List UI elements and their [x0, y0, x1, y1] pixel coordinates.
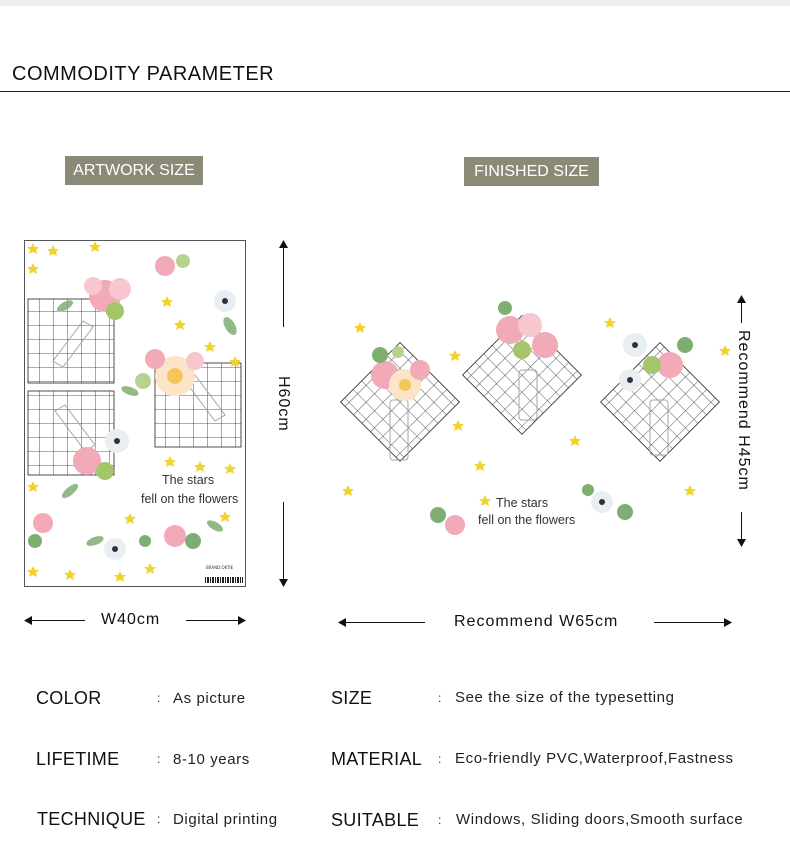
- arrow-up-icon: [279, 240, 288, 248]
- artwork-sheet-image: [24, 240, 246, 587]
- size-value: See the size of the typesetting: [455, 689, 675, 706]
- barcode-icon: [205, 577, 243, 583]
- artwork-illustration: [25, 241, 245, 586]
- suitable-label: SUITABLE: [331, 810, 420, 830]
- size-label: SIZE: [331, 688, 373, 708]
- top-band: [0, 0, 790, 6]
- artwork-caption-line2: fell on the flowers: [141, 492, 239, 506]
- header-divider: [0, 91, 790, 92]
- width-arrow-right: [186, 620, 242, 621]
- height-arrow-top: [283, 243, 284, 327]
- technique-label: TECHNIQUE: [37, 809, 146, 829]
- technique-separator: :: [157, 812, 161, 826]
- material-label: MATERIAL: [331, 749, 423, 769]
- finished-size-badge: FINISHED SIZE: [464, 157, 599, 186]
- page-title: COMMODITY PARAMETER: [12, 63, 275, 85]
- material-value: Eco-friendly PVC,Waterproof,Fastness: [455, 750, 734, 767]
- lifetime-label: LIFETIME: [36, 749, 120, 769]
- suitable-separator: :: [438, 813, 442, 827]
- artwork-height-label: H60cm: [275, 376, 292, 432]
- color-value: As picture: [173, 690, 246, 707]
- finished-caption-line2: fell on the flowers: [478, 513, 576, 527]
- arrow-down-icon: [279, 579, 288, 587]
- arrow-right-icon: [724, 618, 732, 627]
- color-separator: :: [157, 691, 161, 705]
- height-arrow-bottom: [283, 502, 284, 582]
- finished-illustration: [330, 290, 730, 550]
- color-label: COLOR: [36, 688, 102, 708]
- finished-caption-line1: The stars: [496, 496, 549, 510]
- arrow-right-icon: [238, 616, 246, 625]
- suitable-value: Windows, Sliding doors,Smooth surface: [456, 811, 744, 828]
- finished-width-arrow-left: [342, 622, 425, 623]
- technique-value: Digital printing: [173, 811, 278, 828]
- lifetime-separator: :: [157, 752, 161, 766]
- finished-height-arrow-top: [741, 298, 742, 323]
- brand-tag: BRAND:OKTIE: [206, 565, 234, 570]
- finished-height-arrow-bottom: [741, 512, 742, 542]
- width-arrow-left: [28, 620, 85, 621]
- artwork-size-badge: ARTWORK SIZE: [65, 156, 203, 185]
- arrow-down-icon: [737, 539, 746, 547]
- finished-height-label: Recommend H45cm: [735, 330, 752, 491]
- size-separator: :: [438, 691, 442, 705]
- material-separator: :: [438, 752, 442, 766]
- artwork-width-label: W40cm: [101, 611, 161, 628]
- artwork-caption-line1: The stars: [162, 473, 215, 487]
- finished-width-arrow-right: [654, 622, 728, 623]
- lifetime-value: 8-10 years: [173, 751, 250, 768]
- finished-width-label: Recommend W65cm: [454, 613, 619, 630]
